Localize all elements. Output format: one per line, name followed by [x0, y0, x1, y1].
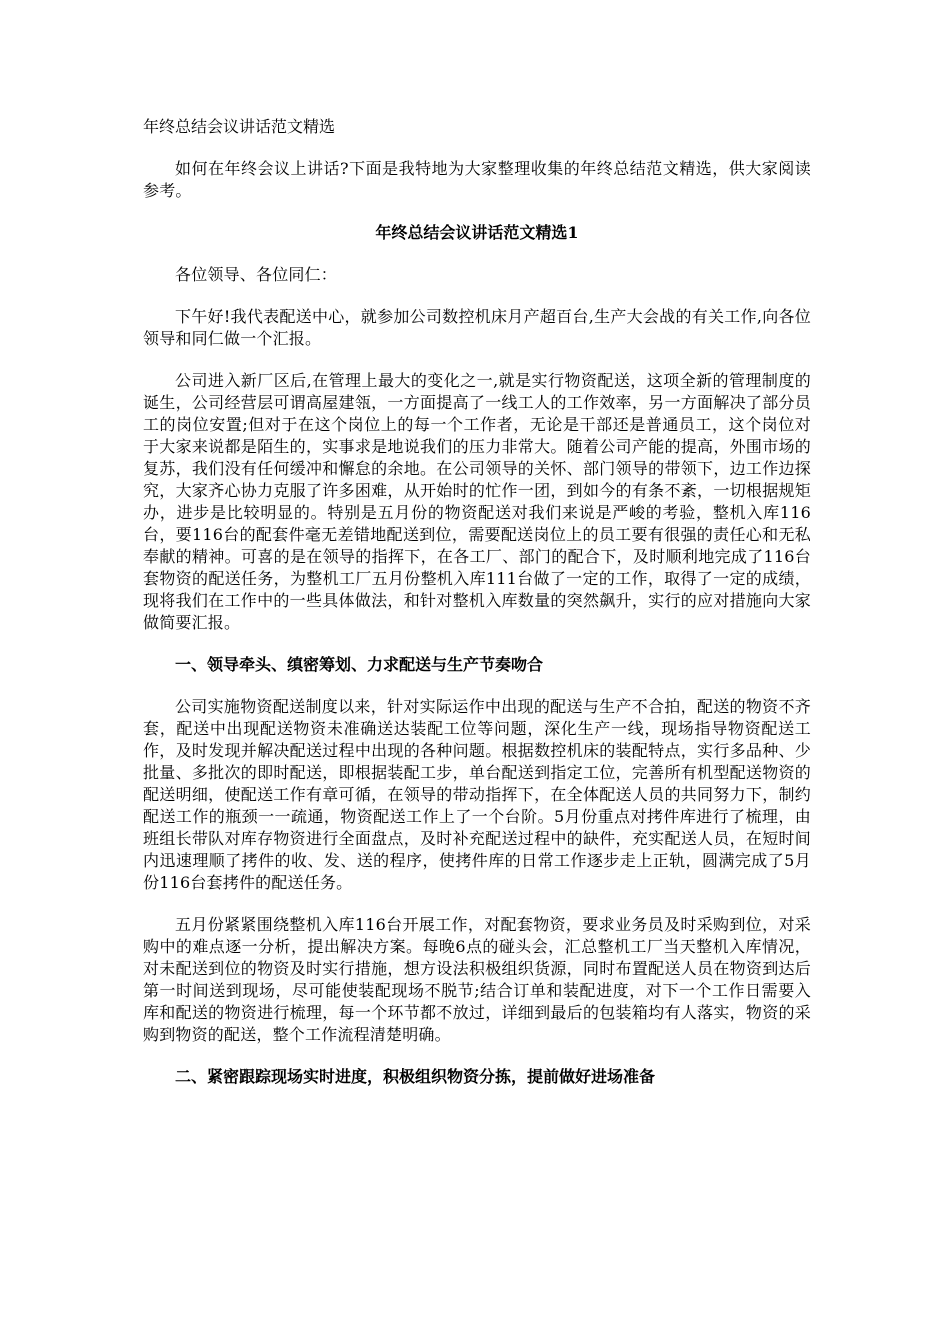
heading-one: 一、领导牵头、缜密筹划、力求配送与生产节奏吻合 — [175, 655, 544, 674]
paragraph-planning: 公司实施物资配送制度以来，针对实际运作中出现的配送与生产不合拍，配送的物资不齐套，配送中出现配送物资未准确送达装配工位等问题，深化生产一线，现场指导物资配送工作，及时发现并解决配送过程中出现的各种问题。根据数控机床的装配特点，实行多品种、少批量、多批次的即时配送，即根据装配工步，单台配送到指定工位，完善所有机型配送物资的配送明细，使配送工作有章可循，在领导的带动指挥下，在全体配送人员的共同努力下，制约配送工作的瓶颈一一疏通，物资配送工作上了一个台阶。5月份重点对拷件库进行了梳理，由班组长带队对库存物资进行全面盘点，及时补充配送过程中的缺件，充实配送人员，在短时间内迅速理顺了拷件的收、发、送的程序，使拷件库的日常工作逐步走上正轨，圆满完成了5月份116台套拷件的配送任务。 — [143, 697, 811, 892]
paragraph-greeting: 下午好!我代表配送中心，就参加公司数控机床月产超百台,生产大会战的有关工作,向各位领导和同仁做一个汇报。 — [143, 307, 811, 348]
salutation: 各位领导、各位同仁： — [175, 265, 338, 284]
paragraph-background: 公司进入新厂区后,在管理上最大的变化之一,就是实行物资配送，这项全新的管理制度的诞生，公司经营层可谓高屋建瓴，一方面提高了一线工人的工作效率，另一方面解决了部分员工的岗位安置;但对于在这个岗位上的每一个工作者，无论是干部还是普通员工，这个岗位对于大家来说都是陌生的，实事求是地说我们的压力非常大。随着公司产能的提高，外围市场的复苏，我们没有任何缓冲和懈怠的余地。在公司领导的关怀、部门领导的带领下，边工作边探究，大家齐心协力克服了许多困难，从开始时的忙作一团，到如今的有条不紊，一切根据规矩办，进步是比较明显的。特别是五月份的物资配送对我们来说是严峻的考验，整机入库116台，要116台的配套件毫无差错地配送到位，需要配送岗位上的员工要有很强的责任心和无私奉献的精神。可喜的是在领导的指挥下，在各工厂、部门的配合下，及时顺利地完成了116台套物资的配送任务，为整机工厂五月份整机入库111台做了一定的工作，取得了一定的成绩，现将我们在工作中的一些具体做法，和针对整机入库数量的突然飙升，实行的应对措施向大家做简要汇报。 — [143, 371, 811, 632]
document-page — [143, 116, 811, 1108]
section-title: 年终总结会议讲话范文精选1 — [375, 223, 579, 242]
paragraph-may-work: 五月份紧紧围绕整机入库116台开展工作，对配套物资，要求业务员及时采购到位，对采购中的难点逐一分析，提出解决方案。每晚6点的碰头会，汇总整机工厂当天整机入库情况，对未配送到位的物资及时实行措施，想方设法积极组织货源，同时布置配送人员在物资到达后第一时间送到现场，尽可能使装配现场不脱节;结合订单和装配进度，对下一个工作日需要入库和配送的物资进行梳理，每一个环节都不放过，详细到最后的包装箱均有人落实，物资的采购到物资的配送，整个工作流程清楚明确。 — [143, 915, 811, 1044]
intro-paragraph: 如何在年终会议上讲话?下面是我特地为大家整理收集的年终总结范文精选，供大家阅读参考。 — [143, 159, 811, 200]
heading-two: 二、紧密跟踪现场实时进度，积极组织物资分拣，提前做好进场准备 — [175, 1067, 656, 1086]
document-title: 年终总结会议讲话范文精选 — [143, 117, 336, 136]
